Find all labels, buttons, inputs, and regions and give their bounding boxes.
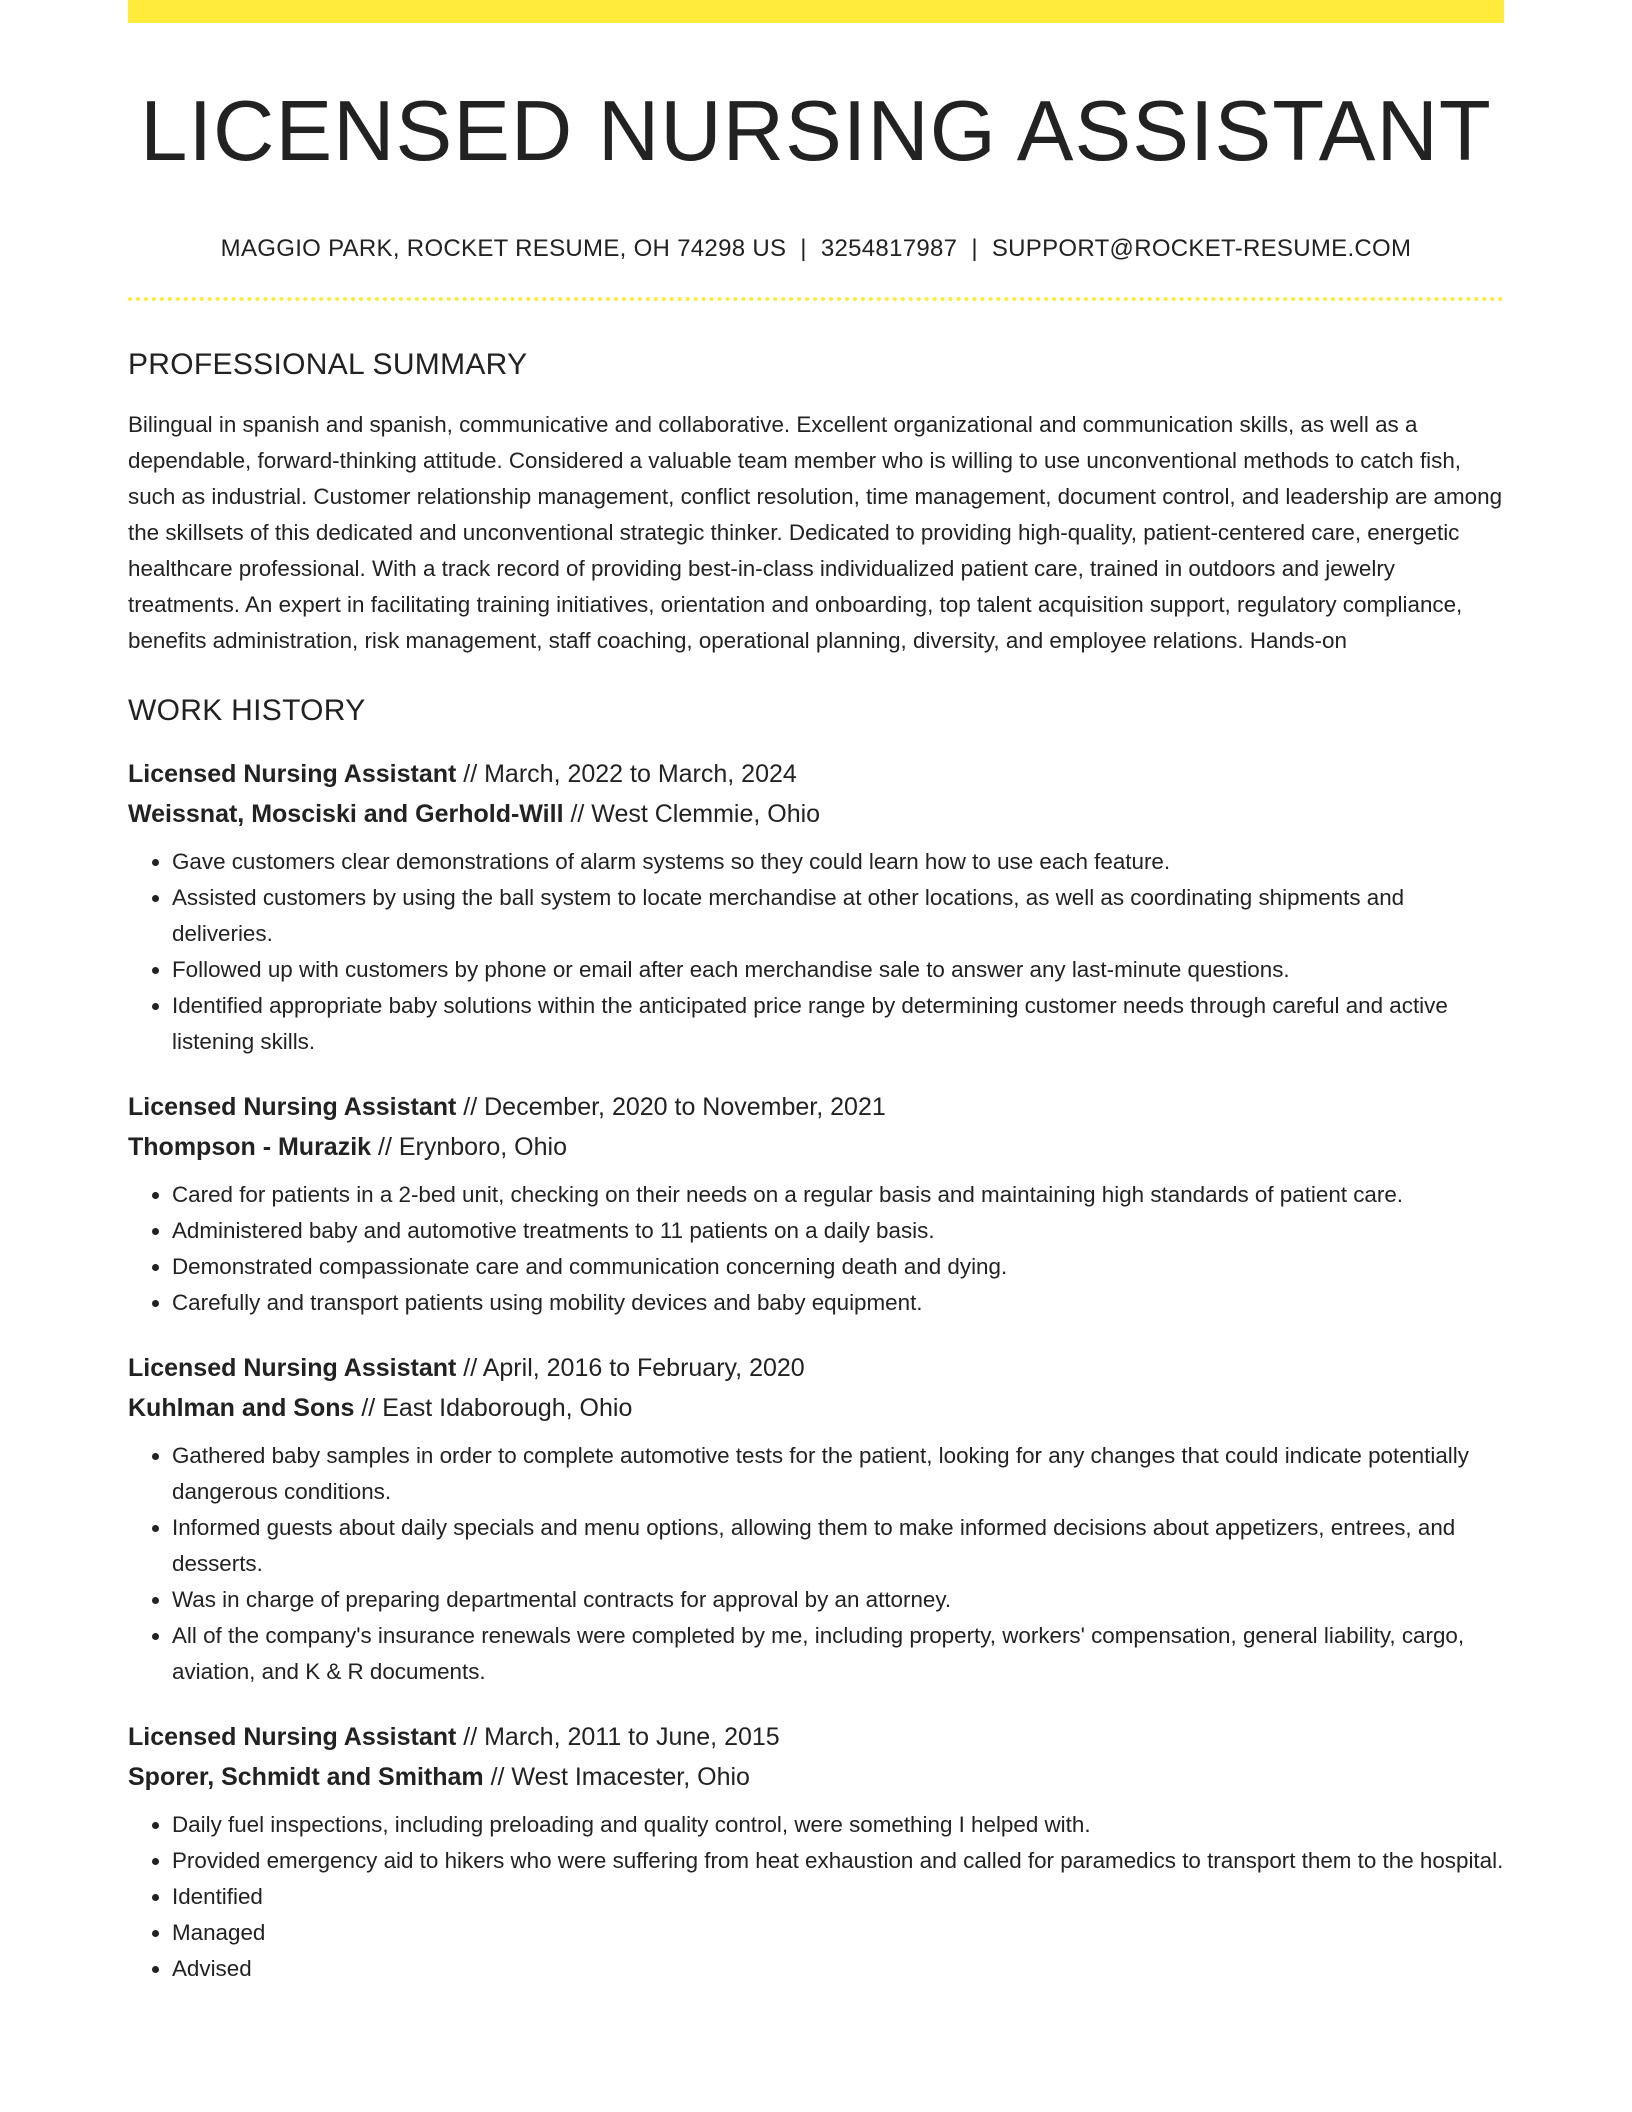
contact-email: SUPPORT@ROCKET-RESUME.COM xyxy=(991,234,1412,262)
job-bullet: • Administered baby and automotive treatments to 11 patients on a daily basis. xyxy=(172,1213,1504,1249)
job-bullet: • Identified appropriate baby solutions within the anticipated price range by determining customer needs through careful and active listening skills. xyxy=(172,988,1504,1060)
job-bullets xyxy=(128,1177,1504,1321)
contact-separator: | xyxy=(800,234,807,262)
top-accent-bar xyxy=(128,0,1504,23)
summary-text: Bilingual in spanish and spanish, communicative and collaborative. Excellent organizational and communication skills, as well as a dependable, forward-thinking attitude. Considered a valuable team member who is willing to use unconventional methods to catch fish, such as industrial. Customer relationship management, conflict resolution, time management, document control, and leadership are among the skillsets of this dedicated and unconventional strategic thinker. Dedicated to providing high-quality, patient-centered care, energetic healthcare professional. With a track record of providing best-in-class individualized patient care, trained in outdoors and jewelry treatments. An expert in facilitating training initiatives, orientation and onboarding, top talent acquisition support, regulatory compliance, benefits administration, risk management, staff coaching, operational planning, diversity, and employee relations. Hands-on xyxy=(128,412,1503,654)
job-location: // Erynboro, Ohio xyxy=(371,1132,567,1161)
job-entry xyxy=(128,1088,1504,1321)
job-location: // West Imacester, Ohio xyxy=(483,1762,750,1791)
dotted-divider xyxy=(128,297,1504,301)
job-bullet: • Informed guests about daily specials and menu options, allowing them to make informed decisions about appetizers, entrees, and desserts. xyxy=(172,1510,1504,1582)
job-dates: // April, 2016 to February, 2020 xyxy=(456,1354,805,1383)
job-company: Weissnat, Mosciski and Gerhold-Will xyxy=(128,799,564,828)
job-company: Kuhlman and Sons xyxy=(128,1393,355,1422)
contact-address: MAGGIO PARK, ROCKET RESUME, OH 74298 US xyxy=(220,234,787,262)
job-bullets xyxy=(128,1807,1504,1987)
job-bullet: • Carefully and transport patients using mobility devices and baby equipment. xyxy=(172,1285,1504,1321)
job-role-line xyxy=(128,1718,1504,1758)
job-company: Sporer, Schmidt and Smitham xyxy=(128,1762,484,1791)
job-company-line xyxy=(128,1389,1504,1429)
job-role: Licensed Nursing Assistant xyxy=(128,1354,457,1383)
job-bullets xyxy=(128,844,1504,1060)
resume-name: LICENSED NURSING ASSISTANT xyxy=(140,84,1492,179)
job-bullet: • Gathered baby samples in order to complete automotive tests for the patient, looking for any changes that could indicate potentially dangerous conditions. xyxy=(172,1438,1504,1510)
job-company-line xyxy=(128,1758,1504,1798)
job-bullet: • Was in charge of preparing departmental contracts for approval by an attorney. xyxy=(172,1582,1504,1618)
job-role: Licensed Nursing Assistant xyxy=(128,760,457,789)
job-role: Licensed Nursing Assistant xyxy=(128,1723,457,1752)
job-bullet: • Cared for patients in a 2-bed unit, checking on their needs on a regular basis and maintaining high standards of patient care. xyxy=(172,1177,1504,1213)
job-bullet: • Provided emergency aid to hikers who were suffering from heat exhaustion and called for paramedics to transport them to the hospital. xyxy=(172,1843,1504,1879)
job-company: Thompson - Murazik xyxy=(128,1132,372,1161)
resume-page xyxy=(128,0,1504,1987)
job-dates: // March, 2022 to March, 2024 xyxy=(456,760,797,789)
job-bullet: • Managed xyxy=(172,1915,1504,1951)
job-bullet: • Advised xyxy=(172,1951,1504,1987)
job-company-line xyxy=(128,1128,1504,1168)
contact-separator: | xyxy=(971,234,978,262)
job-entry xyxy=(128,1718,1504,1987)
job-entry xyxy=(128,1349,1504,1690)
contact-line xyxy=(128,235,1504,264)
section-title-summary: PROFESSIONAL SUMMARY xyxy=(128,348,528,382)
job-location: // West Clemmie, Ohio xyxy=(563,799,821,828)
contact-phone: 3254817987 xyxy=(820,234,958,262)
job-list xyxy=(128,755,1504,1987)
job-role-line xyxy=(128,755,1504,795)
job-role-line xyxy=(128,1088,1504,1128)
job-bullet: • Assisted customers by using the ball system to locate merchandise at other locations, as well as coordinating shipments and deliveries. xyxy=(172,880,1504,952)
job-role-line xyxy=(128,1349,1504,1389)
section-title-work-history: WORK HISTORY xyxy=(128,694,366,728)
job-bullet: • Identified xyxy=(172,1879,1504,1915)
job-bullets xyxy=(128,1438,1504,1690)
job-bullet: • Daily fuel inspections, including preloading and quality control, were something I helped with. xyxy=(172,1807,1504,1843)
job-entry xyxy=(128,755,1504,1060)
job-dates: // March, 2011 to June, 2015 xyxy=(456,1723,780,1752)
job-dates: // December, 2020 to November, 2021 xyxy=(456,1093,886,1122)
job-role: Licensed Nursing Assistant xyxy=(128,1093,457,1122)
job-bullet: • All of the company's insurance renewals were completed by me, including property, workers' compensation, general liability, cargo, aviation, and K & R documents. xyxy=(172,1618,1504,1690)
job-company-line xyxy=(128,795,1504,835)
job-bullet: • Followed up with customers by phone or email after each merchandise sale to answer any last-minute questions. xyxy=(172,952,1504,988)
job-bullet: • Gave customers clear demonstrations of alarm systems so they could learn how to use each feature. xyxy=(172,844,1504,880)
job-location: // East Idaborough, Ohio xyxy=(354,1393,633,1422)
job-bullet: • Demonstrated compassionate care and communication concerning death and dying. xyxy=(172,1249,1504,1285)
